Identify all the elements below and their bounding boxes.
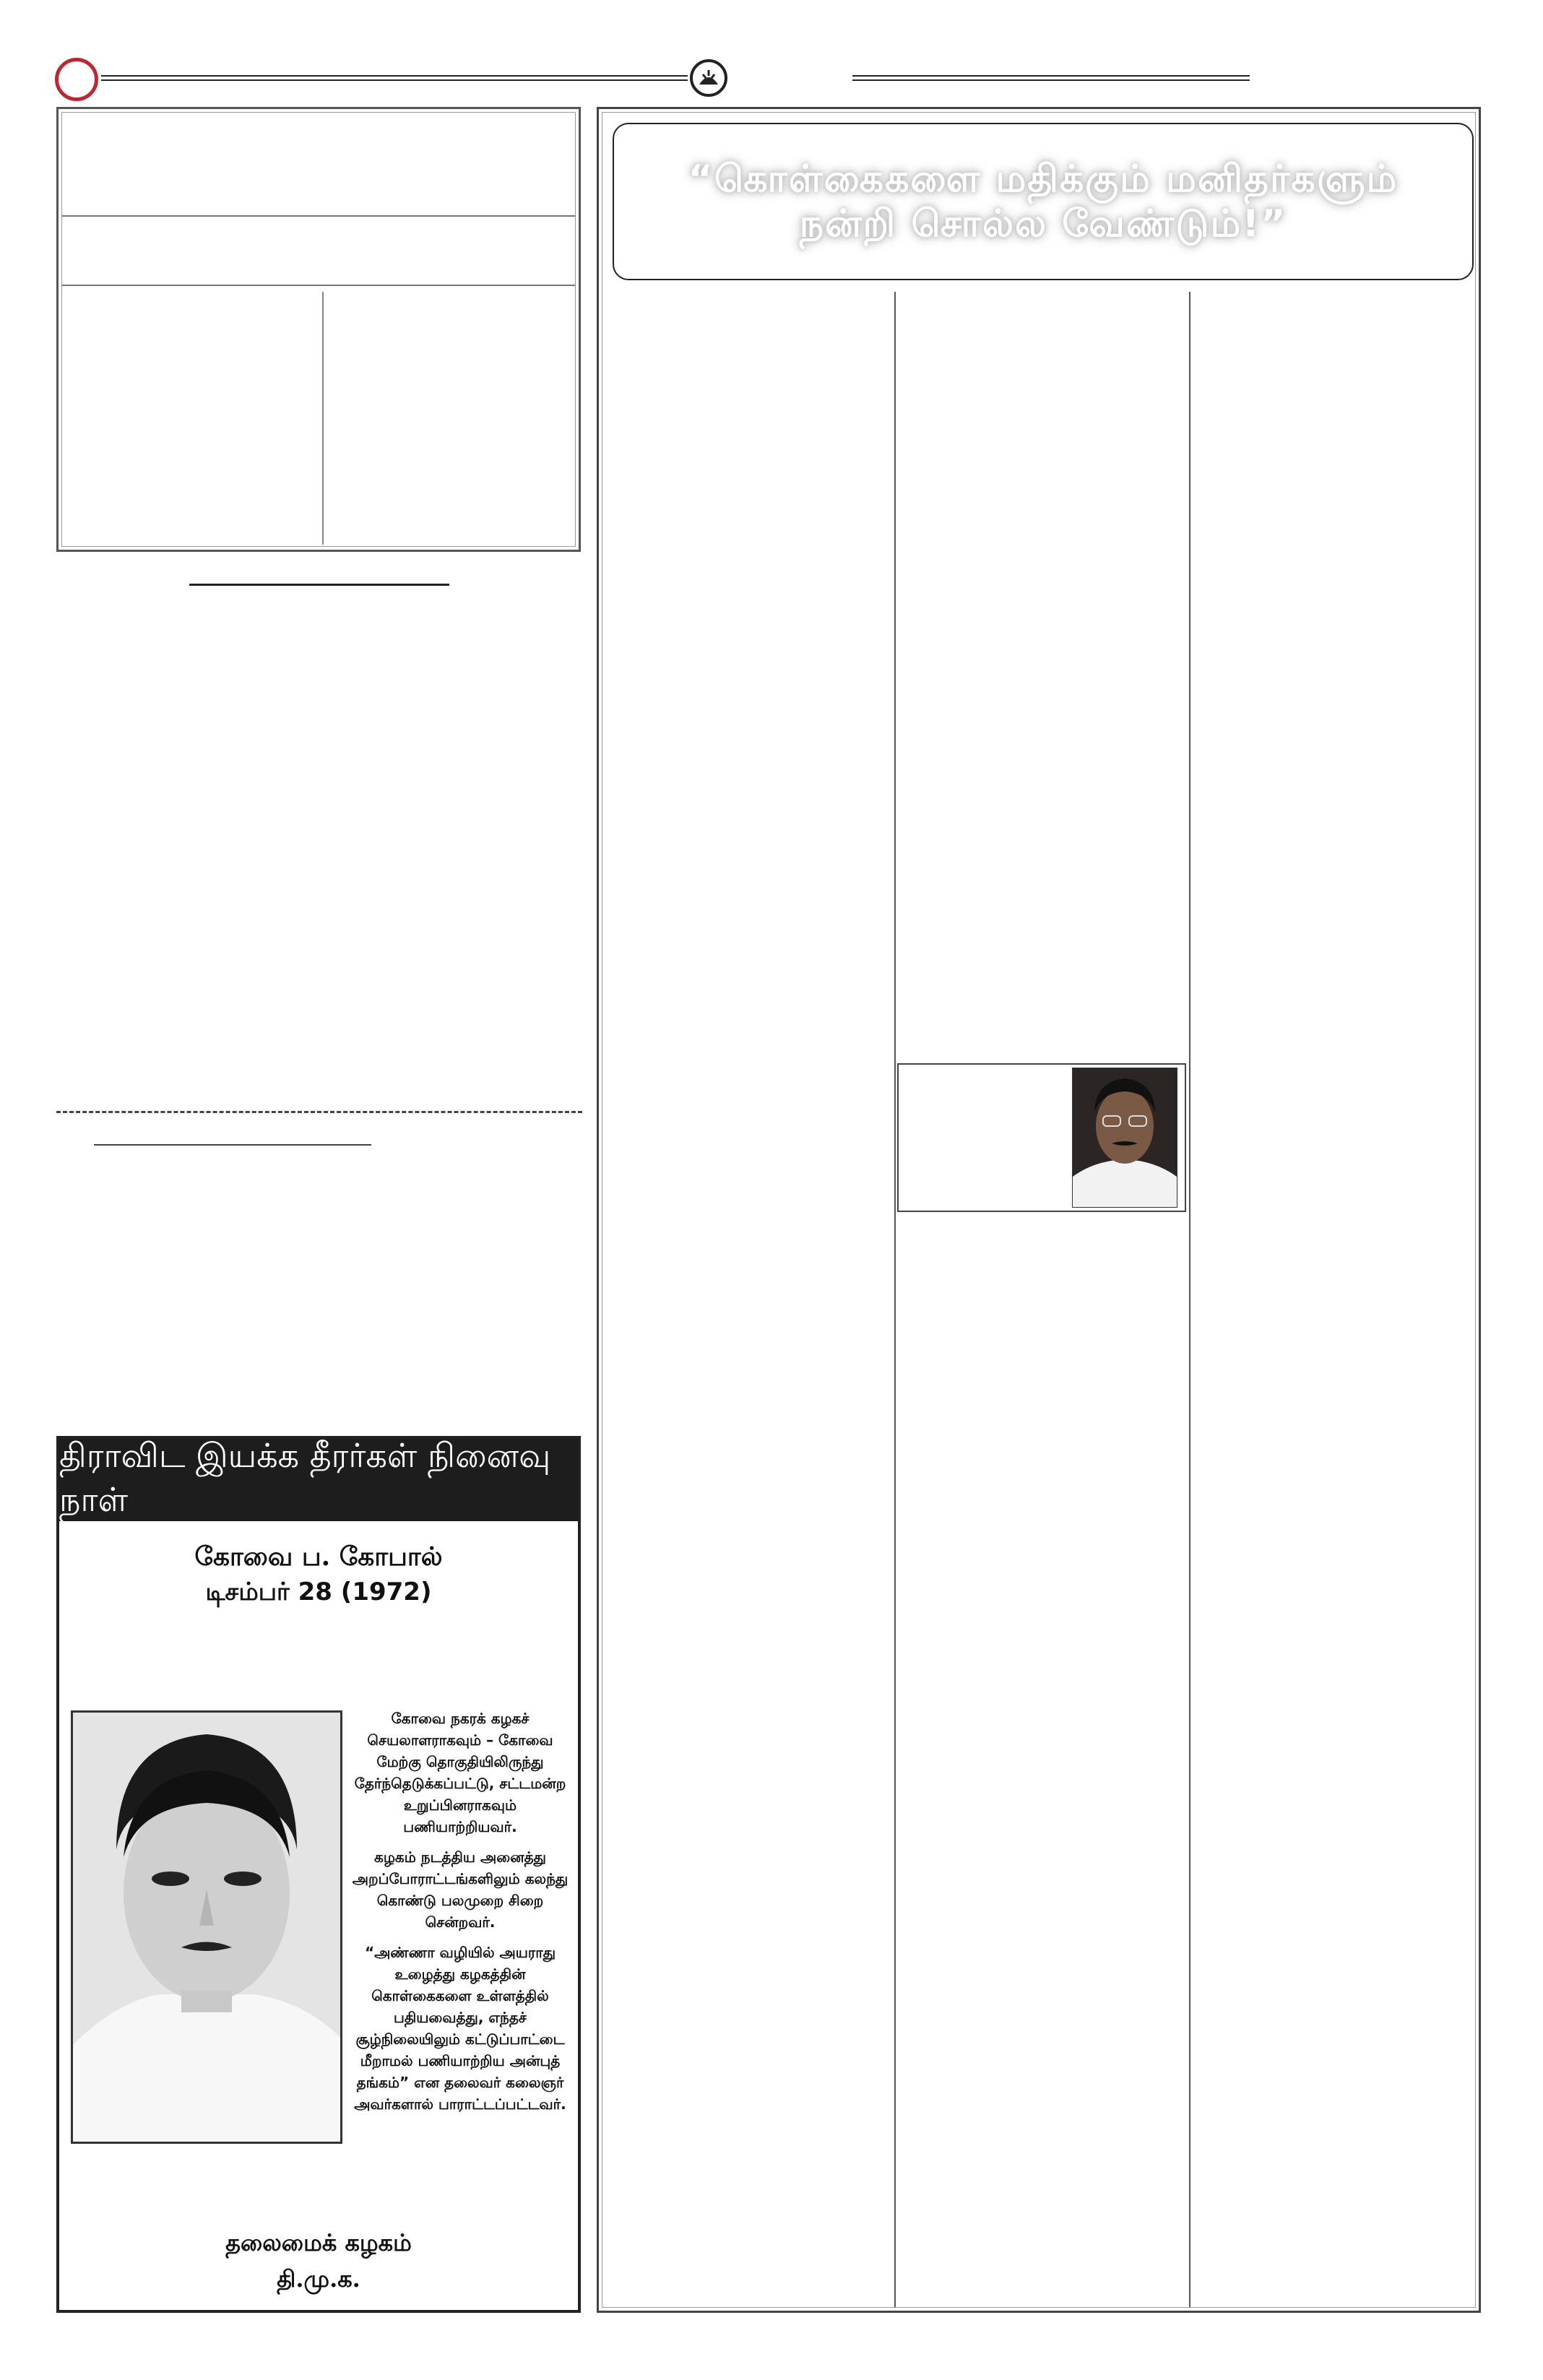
author-box — [897, 1063, 1186, 1212]
page-number-circle — [55, 58, 98, 101]
info-box-row-2 — [62, 215, 575, 286]
author-photo — [1072, 1068, 1177, 1208]
honoree-portrait — [71, 1710, 342, 2144]
masthead-rule-left — [101, 75, 688, 81]
honoree-date: டிசம்பர் 28 (1972) — [205, 1578, 432, 1606]
article-headline: “கொள்கைகளை மதிக்கும் மனிதர்களும் நன்றி சொல்ல வேண்டும்!” — [688, 157, 1399, 246]
honoree-bio — [345, 1708, 575, 2124]
honoree-name: கோவை ப. கோபால் — [194, 1541, 443, 1572]
dashed-separator — [56, 1111, 582, 1113]
info-box-row-1 — [62, 113, 575, 217]
bio-paragraph-1: கோவை நகரக் கழகச் செயலாளராகவும் – கோவை மேற்கு தொகுதியிலிருந்து தேர்ந்தெடுக்கப்பட்டு, சட்டமன்ற உறுப்பினராகவும் பணியாற்றியவர். — [354, 1710, 566, 1835]
rising-sun-icon — [690, 59, 727, 97]
memorial-box — [56, 1436, 581, 2313]
headline-box — [613, 123, 1474, 280]
masthead-rule-right — [852, 75, 1250, 81]
info-box — [56, 107, 581, 552]
bio-paragraph-3: “அண்ணா வழியில் அயராது உழைத்து கழகத்தின் கொள்கைகளை உள்ளத்தில் பதியவைத்து, எந்தச் சூழ்நிலையிலும் கட்டுப்பாட்டை மீறாமல் பணியாற்றிய அன்புத் தங்கம்” என தலைவர் கலைஞர் அவர்களால் பாராட்டப்பட்டவர். — [354, 1944, 566, 2113]
memorial-header: திராவிட இயக்க தீரர்கள் நினைவு நாள் — [59, 1439, 578, 1521]
info-box-column-divider — [322, 292, 324, 545]
column-divider-1 — [894, 292, 896, 2307]
section-rule-2 — [94, 1144, 371, 1146]
bio-paragraph-2: கழகம் நடத்திய அனைத்து அறப்போராட்டங்களிலும் கலந்து கொண்டு பலமுறை சிறை சென்றவர். — [352, 1848, 569, 1931]
section-rule — [189, 584, 449, 586]
column-divider-2 — [1189, 292, 1190, 2307]
signature-line-2: தி.மு.க. — [277, 2265, 360, 2293]
signature-line-1: தலைமைக் கழகம் — [225, 2229, 412, 2256]
article-frame — [597, 107, 1481, 2313]
